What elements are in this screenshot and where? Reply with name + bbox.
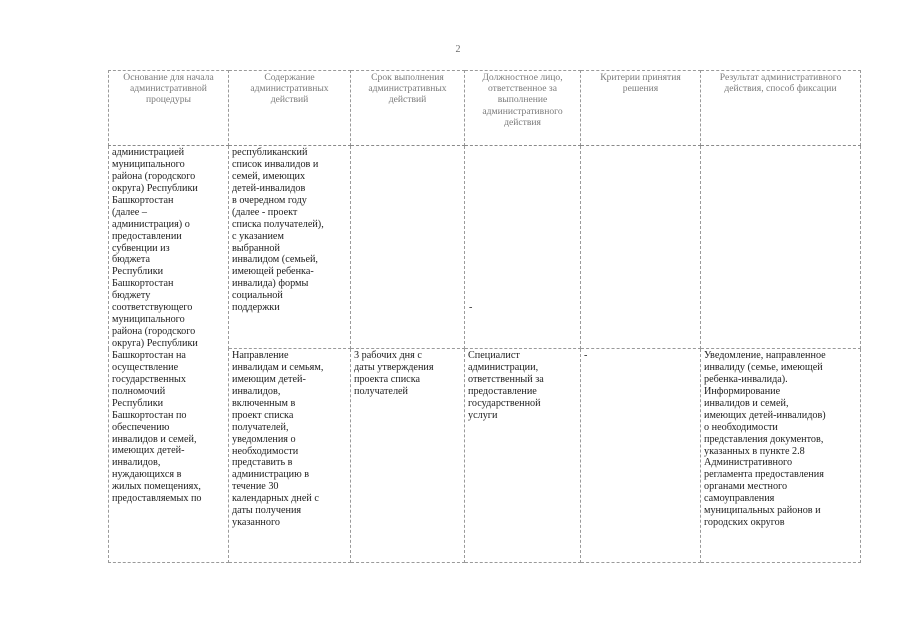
text-line: администрацию в — [232, 469, 310, 481]
procedure-table — [108, 70, 861, 563]
text-line: с указанием — [232, 230, 284, 242]
text-line: соответствующего — [112, 302, 193, 314]
text-line: бюджету — [112, 290, 151, 302]
responsible-cell — [465, 349, 581, 563]
text-line: включенным в — [232, 397, 296, 409]
text-line: Башкортостан по — [112, 409, 187, 421]
text-line: (далее – — [112, 206, 147, 218]
text-line: инвалидов, — [112, 457, 161, 469]
text-line: района (городского — [112, 326, 196, 338]
criteria-cell — [581, 146, 701, 349]
responsible-cell — [465, 146, 581, 349]
text-line: самоуправления — [704, 493, 775, 505]
deadline-cell — [351, 349, 465, 563]
text-line: поддержки — [232, 302, 280, 314]
header-basis: Основание для начала административной процедуры — [109, 71, 229, 146]
text-line: администрация) о — [112, 218, 190, 230]
text-line: необходимости — [232, 445, 299, 457]
text-line: указанного — [232, 517, 280, 529]
text-line: округа) Республики — [112, 182, 198, 194]
text-line: представить в — [232, 457, 293, 469]
text-line: Республики — [112, 397, 164, 409]
text-line: инвалидов, — [232, 385, 281, 397]
text-line: имеющей ребенка- — [232, 266, 314, 278]
header-content: Содержание административных действий — [229, 71, 351, 146]
criteria-cell: - — [581, 349, 701, 563]
header-result: Результат административного действия, способ фиксации — [701, 71, 861, 146]
text-line: регламента предоставления — [704, 469, 824, 481]
text-line: уведомления о — [232, 433, 296, 445]
text-line: Башкортостан — [112, 278, 174, 290]
text-line: района (городского — [112, 170, 196, 182]
text-line: проект списка — [232, 409, 294, 421]
text-line: проекта списка — [354, 373, 421, 385]
header-criteria: Критерии принятия решения — [581, 71, 701, 146]
text-line: полномочий — [112, 385, 166, 397]
text-line: республиканский — [232, 147, 308, 158]
text-line: бюджета — [112, 254, 150, 266]
header-responsible: Должностное лицо, ответственное за выполнение административного действия — [465, 71, 581, 146]
text-line: представления документов, — [704, 433, 824, 445]
text-line: календарных дней с — [232, 493, 319, 505]
text-line: о необходимости — [704, 421, 778, 433]
deadline-cell — [351, 146, 465, 349]
text-line: Башкортостан — [112, 194, 174, 206]
content-cell — [229, 349, 351, 563]
text-line: государственной — [468, 397, 541, 409]
text-line: осуществление — [112, 361, 179, 373]
result-cell — [701, 349, 861, 563]
text-line: список инвалидов и — [232, 158, 319, 170]
text-line: в очередном году — [232, 194, 307, 206]
basis-cell — [109, 146, 229, 563]
text-line: администрации, — [468, 361, 539, 373]
text-line: нуждающихся в — [112, 469, 182, 481]
text-line: имеющим детей- — [232, 373, 306, 385]
text-line: указанных в пункте 2.8 — [704, 445, 805, 457]
text-line: Информирование — [704, 385, 781, 397]
text-line: 3 рабочих дня с — [354, 350, 422, 361]
text-line: предоставление — [468, 385, 537, 397]
text-line: услуги — [468, 409, 498, 421]
text-line: субвенции из — [112, 242, 170, 254]
page-number: 2 — [455, 44, 461, 55]
text-line: Административного — [704, 457, 793, 469]
text-line: муниципального — [112, 158, 185, 170]
text-line: получателей, — [232, 421, 289, 433]
text-line: органами местного — [704, 481, 788, 493]
text-line: даты утверждения — [354, 361, 434, 373]
text-line: Специалист — [468, 350, 520, 361]
text-line: Башкортостан на — [112, 349, 186, 361]
text-line: городских округов — [704, 517, 785, 529]
text-line: государственных — [112, 373, 186, 385]
table-header-row — [109, 71, 861, 146]
header-deadline: Срок выполнения административных действий — [351, 71, 465, 146]
text-line: получателей — [354, 385, 409, 397]
text-line: течение 30 — [232, 481, 279, 493]
text-line: социальной — [232, 290, 283, 302]
text-line: ребенка-инвалида). — [704, 373, 788, 385]
text-line: детей-инвалидов — [232, 182, 306, 194]
text-line: инвалидом (семьей, — [232, 254, 318, 266]
text-line: округа) Республики — [112, 338, 198, 349]
text-line: Направление — [232, 350, 289, 361]
table-row — [109, 146, 861, 349]
text-line: инвалиду (семье, имеющей — [704, 361, 823, 373]
text-line: Уведомление, направленное — [704, 350, 826, 361]
text-line: жилых помещениях, — [112, 481, 201, 493]
text-line: инвалидов и семей, — [112, 433, 197, 445]
text-line: инвалидов и семей, — [704, 397, 789, 409]
text-line: инвалидам и семьям, — [232, 361, 324, 373]
text-line: ответственный за — [468, 373, 544, 385]
text-line: выбранной — [232, 242, 280, 254]
text-line: предоставлении — [112, 230, 182, 242]
text-line: имеющих детей-инвалидов) — [704, 409, 826, 421]
text-line: обеспечению — [112, 421, 170, 433]
text-line: имеющих детей- — [112, 445, 185, 457]
text-line: предоставляемых по — [112, 493, 202, 505]
result-cell — [701, 146, 861, 349]
text-line: (далее - проект — [232, 206, 298, 218]
text-line: администрацией — [112, 147, 185, 158]
text-line: Республики — [112, 266, 164, 278]
text-line: семей, имеющих — [232, 170, 306, 182]
dash-mark: - — [469, 302, 473, 314]
text-line: муниципальных районов и — [704, 505, 821, 517]
text-line: инвалида) формы — [232, 278, 309, 290]
text-line: списка получателей), — [232, 218, 324, 230]
text-line: муниципального — [112, 314, 185, 326]
text-line: даты получения — [232, 505, 302, 517]
content-cell — [229, 146, 351, 349]
